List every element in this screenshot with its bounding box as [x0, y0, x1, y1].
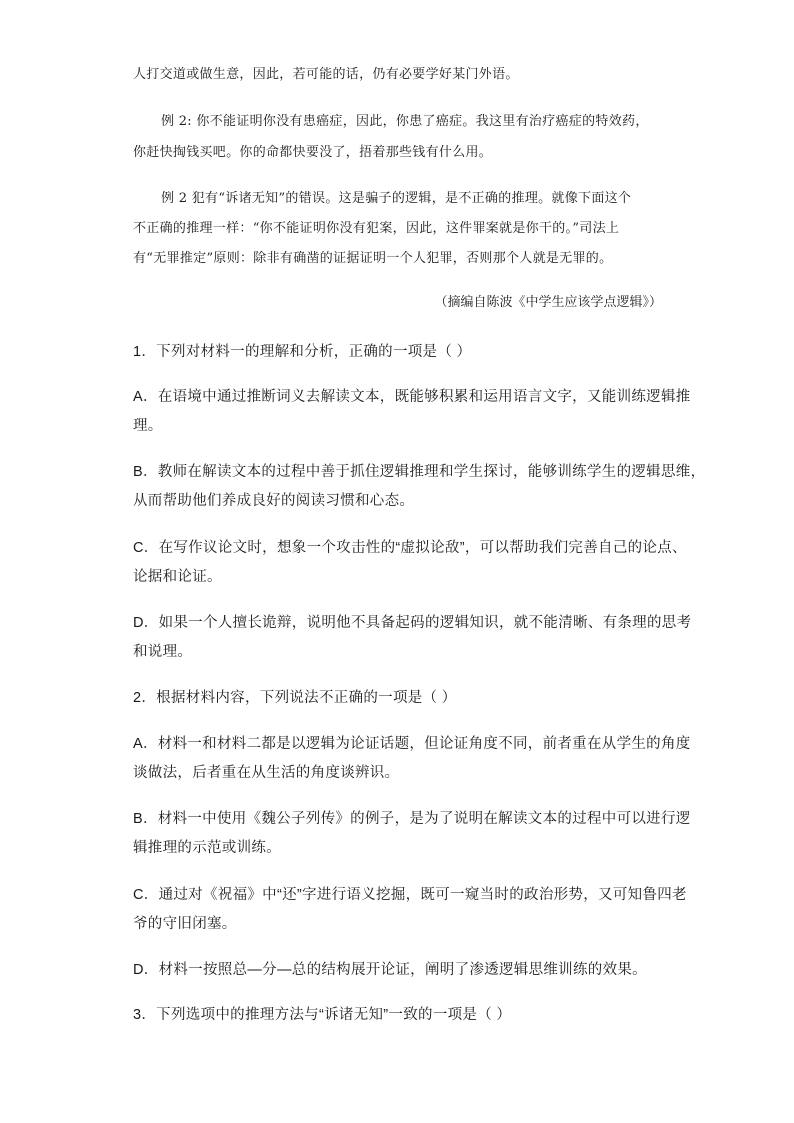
option-line: D．如果一个人擅长诡辩，说明他不具备起码的逻辑知识，就不能清晰、有条理的思考 — [133, 615, 692, 631]
passage-line: 不正确的推理一样：“你不能证明你没有犯案，因此，这件罪案就是你干的。”司法上 — [133, 221, 620, 236]
passage-source: （摘编自陈波《中学生应该学点逻辑》） — [434, 295, 662, 310]
passage-line: 有“无罪推定”原则：除非有确凿的证据证明一个人犯罪，否则那个人就是无罪的。 — [133, 251, 613, 266]
passage-line: 例 2: 你不能证明你没有患癌症，因此，你患了癌症。我这里有治疗癌症的特效药， — [161, 114, 649, 129]
question-stem: 1．下列对材料一的理解和分析，正确的一项是（ ） — [133, 344, 472, 360]
option-line: B．材料一中使用《魏公子列传》的例子，是为了说明在解读文本的过程中可以进行逻 — [133, 811, 691, 827]
passage-line: 例 2 犯有“诉诸无知”的错误。这是骗子的逻辑，是不正确的推理。就像下面这个 — [161, 191, 632, 206]
question-stem: 3．下列选项中的推理方法与“诉诸无知”一致的一项是（ ） — [133, 1007, 512, 1023]
passage-line: 你赶快掏钱买吧。你的命都快要没了，捂着那些钱有什么用。 — [133, 145, 493, 160]
question-stem: 2．根据材料内容，下列说法不正确的一项是（ ） — [133, 690, 457, 706]
option-line: 谈做法，后者重在从生活的角度谈辨识。 — [133, 765, 400, 781]
option-line: D．材料一按照总—分—总的结构展开论证，阐明了渗透逻辑思维训练的效果。 — [133, 962, 647, 978]
option-line: 论据和论证。 — [133, 569, 222, 585]
option-line: B．教师在解读文本的过程中善于抓住逻辑推理和学生探讨，能够训练学生的逻辑思维， — [133, 464, 706, 480]
passage-line: 人打交道或做生意，因此，若可能的话，仍有必要学好某门外语。 — [133, 67, 519, 82]
option-line: 从而帮助他们养成良好的阅读习惯和心态。 — [133, 493, 415, 509]
option-line: 理。 — [133, 418, 163, 434]
option-line: 和说理。 — [133, 644, 193, 660]
option-line: A．材料一和材料二都是以逻辑为论证话题，但论证角度不同，前者重在从学生的角度 — [133, 736, 691, 752]
option-line: C．在写作议论文时，想象一个攻击性的“虚拟论敌”，可以帮助我们完善自己的论点、 — [133, 540, 687, 556]
option-line: C．通过对《祝福》中“还”字进行语义挖掘，既可一窥当时的政治形势，又可知鲁四老 — [133, 887, 687, 903]
option-line: 辑推理的示范或训练。 — [133, 840, 281, 856]
option-line: 爷的守旧闭塞。 — [133, 916, 237, 932]
option-line: A．在语境中通过推断词义去解读文本，既能够积累和运用语言文字，又能训练逻辑推 — [133, 389, 691, 405]
